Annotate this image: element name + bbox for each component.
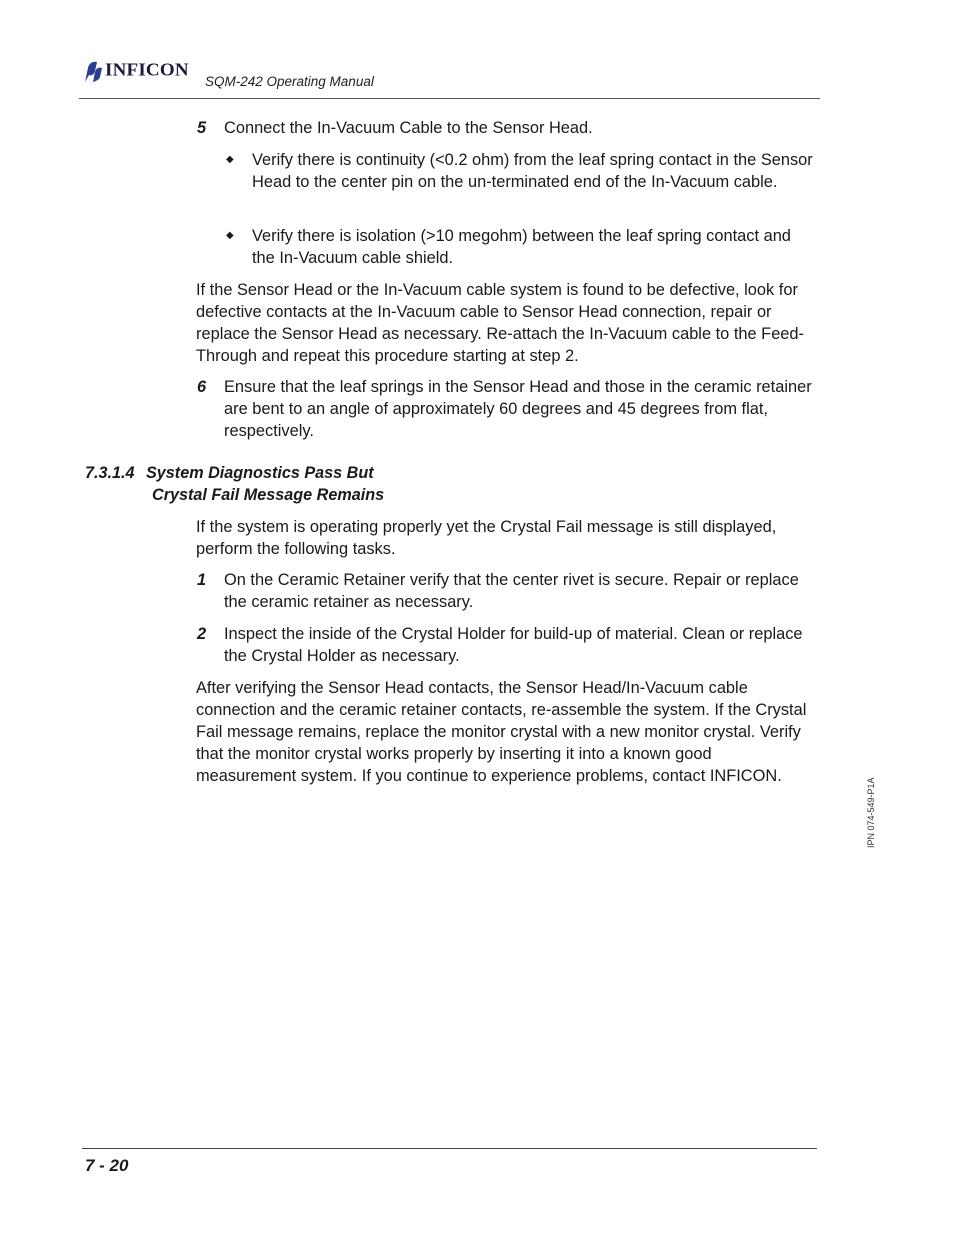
inficon-logo-icon xyxy=(82,59,104,83)
bullet-text: Verify there is isolation (>10 megohm) between the leaf spring contact and the In-Vacuum cable shield. xyxy=(252,227,791,267)
ipn-code: IPN 074-549-P1A xyxy=(866,777,876,848)
paragraph-intro: If the system is operating properly yet the Crystal Fail message is still displayed, perform the following tasks. xyxy=(196,518,777,558)
section-title-line2: Crystal Fail Message Remains xyxy=(152,486,385,504)
step-number: 6 xyxy=(197,378,207,396)
header-rule xyxy=(79,98,820,99)
step-number: 2 xyxy=(197,625,207,643)
page-number: 7 - 20 xyxy=(85,1156,129,1175)
paragraph-defective: If the Sensor Head or the In-Vacuum cable system is found to be defective, look for defective contacts at the In-Vacuum cable to Sensor Head connection, repair or replace the Sensor Head as necessary. Re-attach the In-Vacuum cable to the Feed-Through and repeat this procedure starting at step 2. xyxy=(196,281,804,365)
step-text: On the Ceramic Retainer verify that the center rivet is secure. Repair or replace the ceramic retainer as necessary. xyxy=(224,571,799,611)
inficon-logo xyxy=(82,58,189,84)
manual-title: SQM-242 Operating Manual xyxy=(205,74,374,89)
bullet-icon: ◆ xyxy=(226,154,234,165)
step-text: Connect the In-Vacuum Cable to the Sensor Head. xyxy=(224,119,593,137)
step-number: 1 xyxy=(197,571,207,589)
logo-wordmark: INFICON xyxy=(105,60,189,81)
step-text: Ensure that the leaf springs in the Sensor Head and those in the ceramic retainer are bent to an angle of approximately 60 degrees and 45 degrees from flat, respectively. xyxy=(224,378,812,440)
bullet-icon: ◆ xyxy=(226,230,234,241)
step-number: 5 xyxy=(197,119,207,137)
section-title-line1: System Diagnostics Pass But xyxy=(146,464,374,482)
section-number: 7.3.1.4 xyxy=(85,464,135,482)
bullet-text: Verify there is continuity (<0.2 ohm) from the leaf spring contact in the Sensor Head to the center pin on the un-terminated end of the In-Vacuum cable. xyxy=(252,151,813,191)
paragraph-final: After verifying the Sensor Head contacts, the Sensor Head/In-Vacuum cable connection and the ceramic retainer contacts, re-assemble the system. If the Crystal Fail message remains, replace the monitor crystal with a new monitor crystal. Verify that the monitor crystal works properly by inserting it into a known good measurement system. If you continue to experience problems, contact INFICON. xyxy=(196,679,807,785)
footer-rule xyxy=(82,1148,817,1149)
step-text: Inspect the inside of the Crystal Holder for build-up of material. Clean or replace the Crystal Holder as necessary. xyxy=(224,625,803,665)
